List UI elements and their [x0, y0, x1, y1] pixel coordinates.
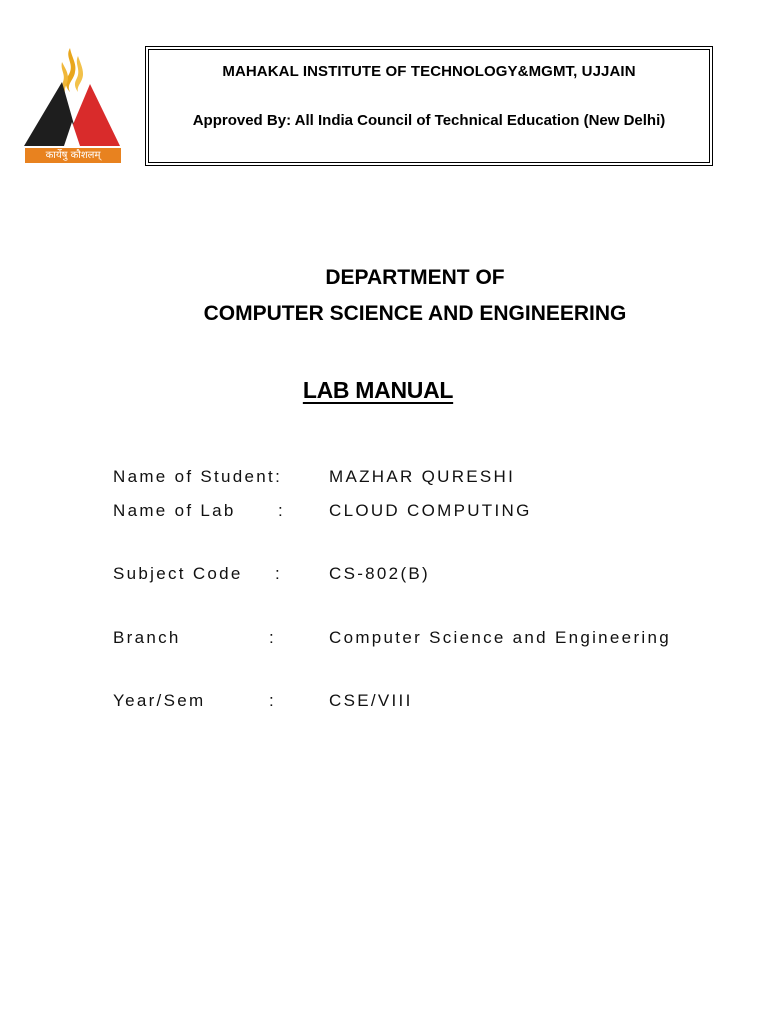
institute-name: MAHAKAL INSTITUTE OF TECHNOLOGY&MGMT, UJJAIN	[222, 63, 636, 80]
institute-header-box	[145, 46, 713, 166]
detail-label: Year/Sem	[113, 691, 206, 710]
logo-emblem	[20, 42, 126, 152]
detail-row-student	[113, 467, 733, 489]
detail-row-branch	[113, 628, 733, 650]
detail-label: Branch	[113, 628, 181, 647]
logo-motto: कार्येषु कौशलम्	[25, 148, 121, 163]
detail-label: Name of Student:	[113, 467, 283, 486]
branch-value: Computer Science and Engineering	[329, 628, 671, 647]
detail-row-subject-code	[113, 564, 733, 586]
detail-colon: :	[278, 501, 286, 520]
document-title: LAB MANUAL	[302, 377, 454, 403]
detail-row-year-sem	[113, 691, 733, 713]
detail-colon: :	[269, 628, 277, 647]
year-sem-value: CSE/VIII	[329, 691, 413, 710]
approval-statement: Approved By: All India Council of Technical Education (New Delhi)	[192, 112, 666, 129]
detail-row-lab	[113, 501, 733, 523]
detail-label: Subject Code	[113, 564, 243, 583]
department-heading: DEPARTMENT OF	[325, 266, 505, 289]
subject-code-value: CS-802(B)	[329, 564, 431, 583]
detail-colon: :	[275, 564, 283, 583]
detail-colon: :	[269, 691, 277, 710]
student-name-value: MAZHAR QURESHI	[329, 467, 516, 486]
detail-label: Name of Lab	[113, 501, 236, 520]
logo-flame	[66, 48, 76, 92]
lab-name-value: CLOUD COMPUTING	[329, 501, 532, 520]
institute-logo	[20, 42, 126, 166]
department-name: COMPUTER SCIENCE AND ENGINEERING	[203, 302, 627, 325]
